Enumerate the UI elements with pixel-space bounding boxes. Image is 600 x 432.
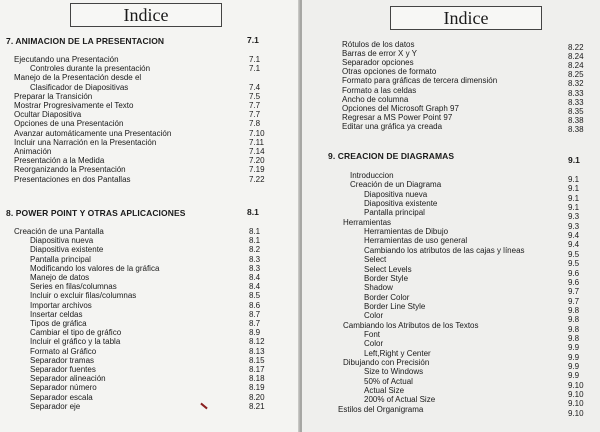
- toc-entry: Cambiando los atributos de las cajas y líneas: [364, 245, 525, 255]
- toc-page-number: 8.3: [249, 254, 261, 264]
- toc-entry: Ancho de columna: [342, 94, 409, 104]
- toc-page-number: 7.14: [249, 147, 265, 156]
- toc-page-number: 8.25: [568, 70, 584, 80]
- section-heading: 9. CREACION DE DIAGRAMAS: [328, 151, 455, 161]
- toc-page-number: 8.1: [249, 236, 261, 246]
- toc-page-number: 8.12: [249, 337, 265, 347]
- section-heading: 8. POWER POINT Y OTRAS APLICACIONES: [6, 208, 186, 218]
- toc-entry: Size to Windows: [364, 367, 424, 377]
- toc-page-number: 8.1: [249, 227, 261, 236]
- toc-entry: Border Line Style: [364, 301, 426, 311]
- toc-page-number: 8.9: [249, 328, 261, 338]
- toc-page-number: 9.8: [568, 324, 580, 334]
- section-page-number: 7.1: [247, 35, 259, 45]
- toc-page-number: 7.1: [249, 55, 261, 64]
- toc-page-number: 9.1: [568, 203, 580, 213]
- toc-page-number: 9.3: [568, 212, 580, 222]
- toc-entry: Incluir el gráfico y la tabla: [30, 337, 121, 347]
- toc-entry: Color: [364, 339, 384, 349]
- toc-page-number: 9.6: [568, 277, 580, 287]
- toc-page-number: 9.10: [568, 390, 584, 400]
- section-page-number: 8.1: [247, 207, 259, 217]
- toc-page-number: 8.7: [249, 319, 261, 328]
- toc-page-number: 8.33: [568, 97, 584, 107]
- toc-entry: Border Style: [364, 273, 409, 283]
- toc-page-number: 9.10: [568, 380, 584, 390]
- toc-entry: Manejo de datos: [30, 273, 90, 282]
- toc-page-number: 7.11: [249, 137, 264, 147]
- toc-page-number: 9.7: [568, 287, 580, 297]
- toc-entry: Mostrar Progresivamente el Texto: [14, 101, 134, 110]
- toc-entry: Border Color: [364, 292, 410, 302]
- toc-page-number: 8.20: [249, 392, 265, 402]
- toc-entry: Diapositiva nueva: [30, 236, 94, 246]
- toc-entry: Opciones del Microsoft Graph 97: [342, 103, 459, 113]
- toc-page-number: 9.4: [568, 240, 580, 250]
- toc-entry: Creación de un Diagrama: [350, 180, 442, 190]
- toc-entry: Estilos del Organigrama: [338, 404, 424, 414]
- toc-entry: Editar una gráfica ya creada: [342, 121, 443, 131]
- toc-page-number: 9.9: [568, 343, 580, 353]
- toc-entry: Reorganizando la Presentación: [14, 165, 126, 175]
- toc-page-number: 8.38: [568, 115, 584, 125]
- toc-entry: Manejo de la Presentación desde el: [14, 73, 142, 83]
- toc-entry: Separador fuentes: [30, 365, 96, 374]
- toc-page-number: 9.10: [568, 408, 584, 418]
- toc-page-number: 9.6: [568, 268, 580, 278]
- toc-page-number: 9.5: [568, 259, 580, 269]
- toc-page-number: 8.33: [568, 88, 584, 98]
- toc-page-number: 9.10: [568, 399, 584, 409]
- toc-page-number: 8.7: [249, 309, 261, 319]
- toc-page-number: 7.19: [249, 165, 265, 175]
- toc-page-number: 8.24: [568, 61, 584, 71]
- toc-entry: Pantalla principal: [30, 254, 91, 264]
- toc-page-number: 9.1: [568, 193, 580, 203]
- toc-entry: Formato a las celdas: [342, 85, 417, 95]
- toc-page-number: 9.7: [568, 296, 580, 306]
- toc-page-number: 8.3: [249, 263, 261, 273]
- toc-entry: Creación de una Pantalla: [14, 227, 104, 236]
- toc-entry: Barras de error X y Y: [342, 49, 417, 59]
- toc-page-number: 8.13: [249, 346, 265, 356]
- toc-entry: Incluir o excluir filas/columnas: [30, 291, 137, 301]
- toc-entry: Opciones de una Presentación: [14, 119, 124, 129]
- toc-page-number: 7.20: [249, 156, 265, 166]
- right-page-title: Indice: [390, 6, 542, 30]
- toc-entry: Importar archivos: [30, 300, 92, 310]
- toc-entry: Otras opciones de formato: [342, 67, 437, 77]
- toc-page-number: 9.8: [568, 305, 580, 315]
- toc-page-number: 9.9: [568, 352, 580, 362]
- toc-entry: Avanzar automáticamente una Presentación: [14, 128, 172, 138]
- toc-page-number: 8.38: [568, 124, 584, 134]
- toc-entry: Presentación a la Medida: [14, 156, 105, 166]
- section-heading: 7. ANIMACION DE LA PRESENTACION: [6, 36, 165, 46]
- toc-entry: Series en filas/columnas: [30, 282, 117, 292]
- toc-entry: Tipos de gráfica: [30, 319, 87, 328]
- toc-entry: Preparar la Transición: [14, 91, 93, 101]
- right-page: [302, 0, 600, 432]
- toc-entry: Cambiando los Atributos de los Textos: [343, 320, 479, 330]
- toc-entry: Separador opciones: [342, 58, 414, 68]
- toc-entry: Separador alineación: [30, 374, 106, 384]
- toc-entry: Color: [364, 311, 384, 321]
- toc-page-number: 7.4: [249, 82, 261, 92]
- toc-page-number: 8.2: [249, 245, 261, 255]
- toc-page-number: 7.22: [249, 174, 265, 184]
- toc-page-number: 7.10: [249, 128, 265, 138]
- toc-entry: Controles durante la presentación: [30, 64, 151, 74]
- left-page-title: Indice: [70, 3, 222, 27]
- toc-entry: Insertar celdas: [30, 309, 83, 319]
- toc-entry: Ocultar Diapositiva: [14, 110, 82, 120]
- toc-page-number: 9.4: [568, 231, 580, 241]
- toc-page-number: 8.24: [568, 52, 584, 62]
- toc-entry: Incluir una Narración en la Presentación: [14, 137, 157, 147]
- toc-page-number: 9.3: [568, 221, 580, 231]
- toc-page-number: 8.4: [249, 282, 261, 292]
- toc-entry: 200% of Actual Size: [364, 395, 436, 405]
- toc-entry: Clasificador de Diapositivas: [30, 82, 129, 92]
- toc-entry: Diapositiva nueva: [364, 189, 428, 199]
- toc-page-number: 9.5: [568, 249, 580, 259]
- toc-page-number: 9.8: [568, 315, 580, 325]
- toc-page-number: 9.1: [568, 175, 580, 184]
- toc-page-number: 9.9: [568, 362, 580, 371]
- toc-page-number: 7.7: [249, 101, 261, 110]
- toc-page-number: 8.18: [249, 374, 265, 384]
- toc-entry: Separador eje: [30, 401, 81, 411]
- toc-page-number: 8.6: [249, 300, 261, 310]
- toc-entry: Pantalla principal: [364, 208, 425, 218]
- toc-page-number: 9.8: [568, 333, 580, 343]
- toc-entry: Rótulos de los datos: [342, 40, 415, 49]
- toc-entry: Actual Size: [364, 386, 405, 396]
- toc-page-number: 9.9: [568, 371, 580, 381]
- toc-page-number: 8.19: [249, 383, 265, 393]
- toc-entry: Separador tramas: [30, 355, 95, 365]
- toc-entry: Formato al Gráfico: [30, 346, 97, 356]
- toc-page-number: 7.8: [249, 119, 261, 129]
- toc-page-number: 9.1: [568, 184, 580, 194]
- toc-entry: Diapositiva existente: [30, 245, 104, 255]
- toc-entry: Separador escala: [30, 392, 93, 402]
- toc-entry: Regresar a MS Power Point 97: [342, 112, 453, 122]
- toc-page-number: 8.21: [249, 401, 265, 411]
- toc-entry: Cambiar el tipo de gráfico: [30, 328, 122, 338]
- toc-entry: 50% of Actual: [364, 376, 413, 386]
- toc-entry: Introduccion: [350, 171, 394, 180]
- toc-entry: Herramientas de Dibujo: [364, 227, 449, 237]
- toc-page-number: 7.5: [249, 91, 261, 101]
- toc-page-number: 8.4: [249, 273, 261, 282]
- toc-entry: Animación: [14, 147, 52, 156]
- toc-entry: Shadow: [364, 283, 393, 293]
- toc-entry: Presentaciones en dos Pantallas: [14, 174, 131, 184]
- toc-entry: Left,Right y Center: [364, 348, 431, 358]
- toc-entry: Herramientas de uso general: [364, 236, 468, 246]
- ink-mark: [200, 403, 207, 410]
- toc-entry: Formato para gráficas de tercera dimensión: [342, 76, 498, 86]
- toc-page-number: 7.7: [249, 110, 261, 120]
- toc-entry: Diapositiva existente: [364, 199, 438, 209]
- toc-entry: Dibujando con Precisión: [343, 358, 430, 367]
- toc-page-number: 8.15: [249, 355, 265, 365]
- toc-page-number: 8.22: [568, 43, 584, 52]
- toc-entry: Font: [364, 329, 381, 339]
- toc-page-number: 8.35: [568, 106, 584, 116]
- toc-entry: Ejecutando una Presentación: [14, 55, 119, 64]
- toc-entry: Modificando los valores de la gráfica: [30, 263, 160, 273]
- toc-page-number: 8.32: [568, 79, 584, 89]
- toc-page-number: 8.17: [249, 365, 265, 374]
- toc-page-number: 8.5: [249, 291, 261, 301]
- toc-entry: Separador número: [30, 383, 97, 393]
- toc-entry: Select: [364, 255, 387, 265]
- toc-entry: Herramientas: [343, 217, 392, 227]
- section-page-number: 9.1: [568, 155, 580, 165]
- toc-page-number: 7.1: [249, 64, 261, 74]
- toc-entry: Select Levels: [364, 264, 412, 274]
